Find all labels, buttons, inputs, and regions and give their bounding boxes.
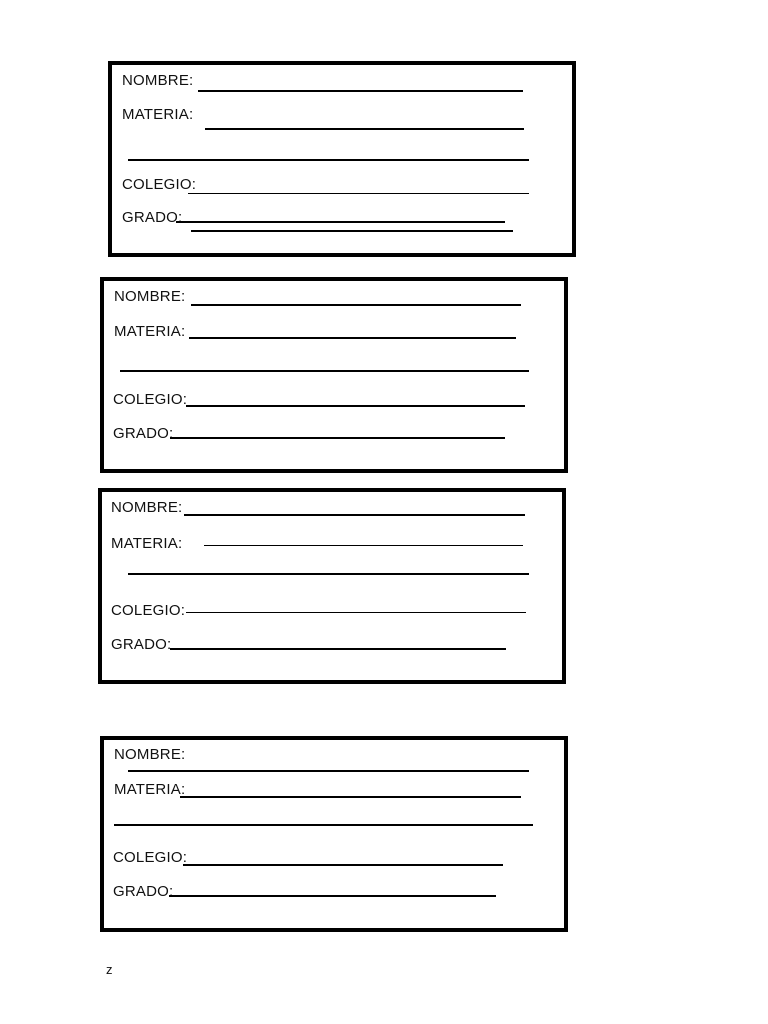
materia-line[interactable] [204,545,523,546]
grado-label: GRADO: [122,209,183,226]
materia-line[interactable] [180,796,521,798]
grado-label: GRADO: [111,636,172,653]
materia-label: MATERIA: [111,535,183,552]
grado-line[interactable] [169,895,496,897]
footer-mark: z [106,962,113,977]
nombre-label: NOMBRE: [114,746,186,763]
label-card-2 [100,277,568,473]
nombre-label: NOMBRE: [114,288,186,305]
nombre-label: NOMBRE: [122,72,194,89]
nombre-label: NOMBRE: [111,499,183,516]
grado-line[interactable] [170,437,505,439]
grado-label: GRADO: [113,883,174,900]
materia-label: MATERIA: [114,781,186,798]
grado-line-extra[interactable] [191,230,513,232]
materia-line-extra[interactable] [128,573,529,575]
grado-label: GRADO: [113,425,174,442]
grado-line[interactable] [170,648,506,650]
materia-line[interactable] [189,337,516,339]
materia-line-extra[interactable] [114,824,533,826]
nombre-line[interactable] [184,514,525,516]
label-card-3 [98,488,566,684]
grado-line[interactable] [176,221,505,223]
materia-line[interactable] [205,128,524,130]
colegio-label: COLEGIO: [113,849,188,866]
nombre-line[interactable] [128,770,529,772]
colegio-label: COLEGIO: [113,391,188,408]
materia-line-extra[interactable] [128,159,529,161]
materia-label: MATERIA: [122,106,194,123]
label-card-4 [100,736,568,932]
colegio-line[interactable] [183,864,503,866]
colegio-label: COLEGIO: [111,602,186,619]
materia-line-extra[interactable] [120,370,529,372]
colegio-line[interactable] [186,405,525,407]
nombre-line[interactable] [198,90,523,92]
materia-label: MATERIA: [114,323,186,340]
colegio-label: COLEGIO: [122,176,197,193]
nombre-line[interactable] [191,304,521,306]
colegio-line[interactable] [186,612,526,613]
colegio-line[interactable] [188,193,529,194]
